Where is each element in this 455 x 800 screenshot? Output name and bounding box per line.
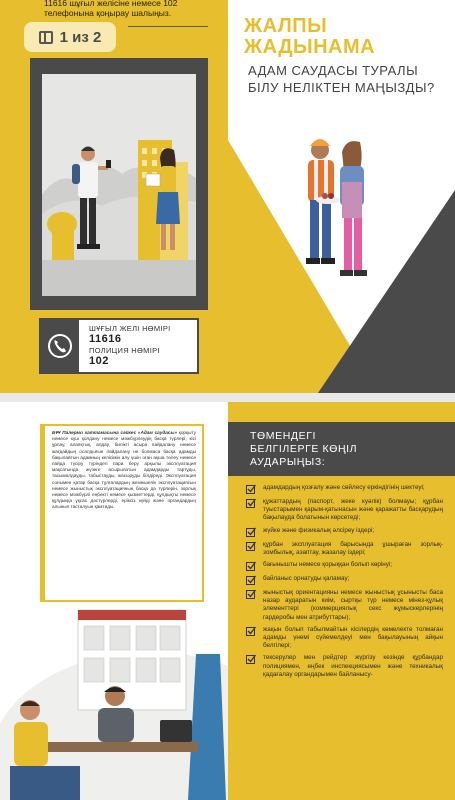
- checkbox-icon: [246, 484, 256, 494]
- list-item-text: құрбан эксплуатация барысында ұшыраған зорлық-зомбылық, азаптау, жазалау іздері;: [263, 540, 443, 556]
- checkbox-icon: [246, 527, 256, 537]
- list-item-text: жақын болып табылмайтын кісілердің көмелекте толмаған адамды үнемі сүйемелдеуі мен бақылауының айқын белгілері;: [263, 625, 443, 650]
- page-title: ЖАЛПЫ ЖАДЫНАМА: [244, 15, 376, 58]
- checkbox-icon: [246, 541, 256, 551]
- page2-right-panel: [228, 402, 455, 800]
- list-item: [246, 589, 446, 622]
- list-item: [246, 541, 446, 557]
- definition-intro: БҰҰ Палермо хаттамасына сәйкес «Адам саудасы»: [52, 430, 178, 435]
- hotline-note: 11616 шұғыл желісіне немесе 102 телефонына қоңырау шалыңыз.: [44, 0, 178, 18]
- checkbox-icon: [246, 654, 256, 664]
- page-subtitle: АДАМ САУДАСЫ ТУРАЛЫ БІЛУ НЕЛІКТЕН МАҢЫЗДЫ?: [248, 63, 435, 95]
- page2-left-panel: [0, 402, 228, 800]
- page1-left-panel: [0, 0, 228, 393]
- phone-illustration: [30, 58, 208, 310]
- definition-body: қорқыту немесе күш қолдану немесе мәжбүрлеудің басқа түрлері, кісі ұрлау, алаяқтық, алдау, билікті асыра пайдалану немесе жағдайдың осалдығын пайдалану не болмаса басқа адамды бақылайтын адамның келісімін алу үшін оған ақша төлеу немесе пайда түсіру түріндегі пара беру арқылы эксплуатация мақсатында жүзеге асырылатын адамдарды тартуды, тасымалдауды, табыстауды, жасыруды білдіреді. Эксплуатация сонымен қатар басқа тұлғалардың жезөкшелік эксплуатациясын немесе жыныстық эксплуатацияның басқа да түрлерін, зорлық немесе мәжбүрлі еңбекті немесе қызметтерді, құлдықты немесе құлдыққа ұқсас дәстүрлерді, еріксіз күйді және органдардың алынып тасталуын қамтиды.: [52, 430, 196, 510]
- checkbox-icon: [246, 626, 256, 636]
- phone-icon: [41, 320, 79, 372]
- divider: [128, 26, 208, 27]
- contact-box: [39, 318, 199, 374]
- signs-header: [228, 422, 455, 476]
- checkbox-icon: [246, 589, 256, 599]
- hotline-label: ШҰҒЫЛ ЖЕЛІ НӨМІРІ: [89, 324, 171, 333]
- signs-title: ТӨМЕНДЕГІ БЕЛГІЛЕРГЕ КӨҢІЛ АУДАРЫҢЫЗ:: [250, 430, 358, 468]
- list-item: [246, 654, 446, 679]
- list-item-text: байланыс орнатуды қаламау;: [263, 575, 350, 583]
- checkbox-icon: [246, 575, 256, 585]
- list-item-text: бағынышты немесе қорыққан болып көрінуі;: [263, 561, 392, 569]
- police-label: ПОЛИЦИЯ НӨМІРІ: [89, 346, 160, 355]
- list-item-text: жүйке және физикалық әлсіреу іздері;: [263, 526, 375, 534]
- list-item: [246, 626, 446, 651]
- signs-list: [246, 484, 446, 683]
- list-item: [246, 575, 446, 585]
- list-item: [246, 527, 446, 537]
- page-indicator[interactable]: [24, 22, 116, 52]
- list-item: [246, 561, 446, 571]
- list-item: [246, 498, 446, 523]
- document-icon: [39, 31, 53, 44]
- list-item-text: құжаттардың (паспорт, жеке куәлік) болмауы; құрбан туыстарымен қарым-қатынасын және қаражатты басқарудың бақылауда болатынын көрсетеді;: [263, 498, 443, 522]
- checkbox-icon: [246, 561, 256, 571]
- people-illustration: [228, 0, 455, 393]
- list-item: [246, 484, 446, 494]
- definition-card: [40, 424, 204, 602]
- page1-right-panel: [228, 0, 455, 393]
- page-1: [0, 0, 455, 393]
- checkbox-icon: [246, 498, 256, 508]
- city-scene-illustration: [42, 74, 196, 296]
- police-number: 102: [89, 355, 109, 367]
- phone-screen: [42, 74, 196, 296]
- page-2: [0, 402, 455, 800]
- list-item-text: адамдардың қозғалу және сөйлесу еркіндігінің шектеуі;: [263, 484, 425, 491]
- list-item-text: тексерулер мен рейдтер жүргізу кезінде құрбандар полициямен, еңбек инспекциясымен және техникалық қадағалау органдарымен байланысу-: [263, 654, 443, 678]
- hotline-number: 11616: [89, 333, 122, 345]
- list-item-text: жыныстық ориентацияны немесе жыныстық ұсынысты баса назар аударатын киім, сыртқы түр немесе мінез-құлық элементтері (коммерциялық секс жұмыскерлерінің гардеробы мен атрибуттары);: [263, 589, 443, 621]
- page-indicator-text: 1 из 2: [59, 28, 102, 46]
